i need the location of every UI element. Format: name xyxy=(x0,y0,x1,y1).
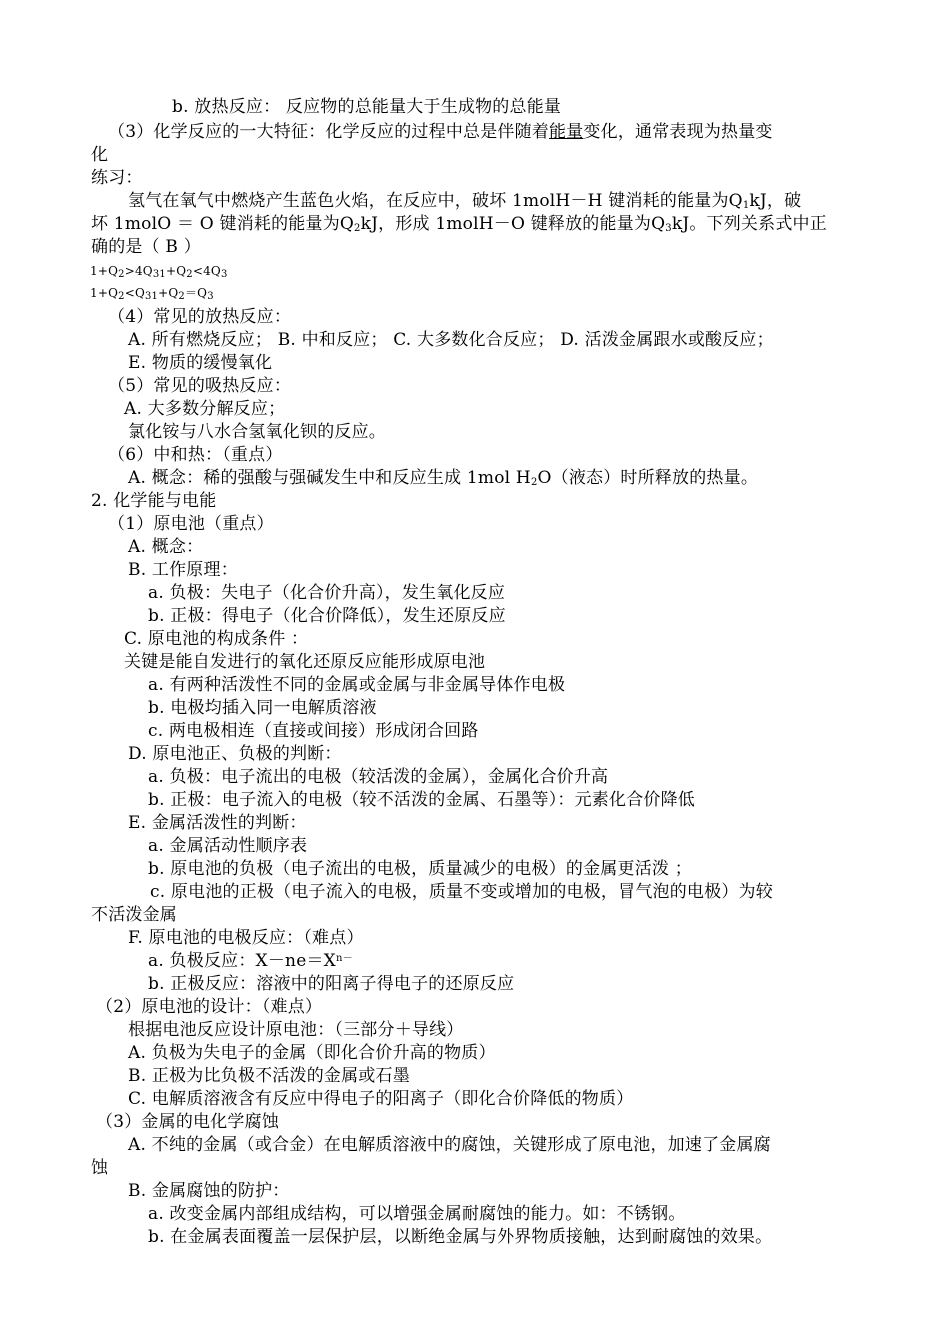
text-line xyxy=(108,121,773,143)
subscript: 2 xyxy=(178,291,185,302)
text-line: 确的是（ B ） xyxy=(91,237,201,257)
text-line: a. 金属活动性顺序表 xyxy=(148,836,308,856)
text-line: A. 概念： xyxy=(128,537,204,557)
text-line: b. 电极均插入同一电解质溶液 xyxy=(148,698,377,718)
text-span: a. 负极反应：X－ne＝X xyxy=(148,951,336,971)
text-line: C. 原电池的构成条件 ： xyxy=(124,629,309,649)
section-heading: （1）原电池（重点） xyxy=(108,514,274,534)
section-heading: 练习： xyxy=(91,168,143,188)
subscript: 2 xyxy=(118,291,125,302)
text-line xyxy=(128,190,801,212)
subscript: 2 xyxy=(186,269,193,280)
text-span: <4Q xyxy=(192,264,221,278)
text-line: c. 两电极相连（直接或间接）形成闭合回路 xyxy=(148,721,479,741)
text-span: 坏 1molO ＝ O 键消耗的能量为 xyxy=(91,214,340,234)
text-span: O（液态）时所释放的热量。 xyxy=(537,468,759,488)
text-span: ＝Q xyxy=(184,286,208,300)
text-span: +Q xyxy=(158,286,179,300)
section-heading: （2）原电池的设计：（难点） xyxy=(96,997,323,1017)
text-span: 变化，通常表现为热量变 xyxy=(583,122,773,142)
text-line: D. 原电池正、负极的判断： xyxy=(128,744,342,764)
text-line: a. 负极：电子流出的电极（较活泼的金属），金属化合价升高 xyxy=(148,767,609,787)
text-line: 不活泼金属 xyxy=(91,905,177,925)
text-line: b. 正极：电子流入的电极（较不活泼的金属、石墨等）：元素化合价降低 xyxy=(148,790,695,810)
text-span: >4Q xyxy=(124,264,153,278)
text-line: a. 改变金属内部组成结构，可以增强金属耐腐蚀的能力。如：不锈钢。 xyxy=(148,1204,686,1224)
text-line: a. 有两种活泼性不同的金属或金属与非金属导体作电极 xyxy=(148,675,566,695)
superscript: n－ xyxy=(335,953,353,964)
text-line: 蚀 xyxy=(91,1158,109,1178)
subscript: 2 xyxy=(354,223,361,234)
answer-option-line xyxy=(90,284,214,302)
text-line: 根据电池反应设计原电池：（三部分＋导线） xyxy=(128,1020,464,1040)
subscript: 2 xyxy=(118,269,125,280)
text-line: B. 金属腐蚀的防护： xyxy=(128,1181,290,1201)
text-span: Q xyxy=(651,214,666,234)
answer-option-line xyxy=(90,262,228,280)
text-line xyxy=(91,213,827,235)
subscript: 3 xyxy=(220,269,228,280)
text-span: +Q xyxy=(165,264,187,278)
subscript: 31 xyxy=(152,269,166,280)
text-span: Q xyxy=(728,191,743,211)
text-line: 关键是能自发进行的氧化还原反应能形成原电池 xyxy=(124,652,486,672)
text-line xyxy=(148,950,353,972)
text-span: kJ，破 xyxy=(749,191,802,211)
text-line: C. 电解质溶液含有反应中得电子的阳离子（即化合价降低的物质） xyxy=(128,1089,634,1109)
text-line: E. 金属活泼性的判断： xyxy=(128,813,307,833)
subscript: 31 xyxy=(145,291,159,302)
text-span: kJ。下列关系式中正 xyxy=(671,214,827,234)
subscript: 1 xyxy=(742,200,750,211)
text-line: F. 原电池的电极反应：（难点） xyxy=(128,928,364,948)
text-line: c. 原电池的正极（电子流入的电极，质量不变或增加的电极，冒气泡的电极）为较 xyxy=(150,882,773,902)
section-heading: （4）常见的放热反应： xyxy=(108,307,292,327)
text-span: 1+Q xyxy=(90,264,119,278)
text-span: （3）化学反应的一大特征：化学反应的过程中总是伴随着 xyxy=(108,122,550,142)
text-line: 氯化铵与八水合氢氧化钡的反应。 xyxy=(128,422,386,442)
text-line: E. 物质的缓慢氧化 xyxy=(128,353,273,373)
text-span: 氢气在氧气中燃烧产生蓝色火焰，在反应中，破坏 1molH－H 键消耗的能量为 xyxy=(128,191,729,211)
text-span: 1+Q xyxy=(90,286,119,300)
subscript: 3 xyxy=(207,291,214,302)
text-line: A. 负极为失电子的金属（即化合价升高的物质） xyxy=(128,1043,496,1063)
text-span: Q xyxy=(339,214,355,234)
text-line: b. 正极反应：溶液中的阳离子得电子的还原反应 xyxy=(148,974,515,994)
text-line: A. 不纯的金属（或合金）在电解质溶液中的腐蚀，关键形成了原电池，加速了金属腐 xyxy=(128,1135,771,1155)
text-line: 化 xyxy=(91,145,109,165)
text-span: <Q xyxy=(124,286,145,300)
text-line: a. 负极：失电子（化合价升高），发生氧化反应 xyxy=(148,583,506,603)
section-heading: （3）金属的电化学腐蚀 xyxy=(96,1112,280,1132)
text-line: b. 在金属表面覆盖一层保护层，以断绝金属与外界物质接触，达到耐腐蚀的效果。 xyxy=(148,1227,773,1247)
subscript: 3 xyxy=(665,223,672,234)
section-heading: 2. 化学能与电能 xyxy=(91,491,217,511)
text-line xyxy=(128,467,758,489)
text-line: b. 原电池的负极（电子流出的电极，质量减少的电极）的金属更活泼 ； xyxy=(148,859,692,879)
text-line: b. 正极：得电子（化合价降低），发生还原反应 xyxy=(148,606,506,626)
section-heading: （5）常见的吸热反应： xyxy=(108,376,292,396)
text-line: B. 正极为比负极不活泼的金属或石墨 xyxy=(128,1066,410,1086)
text-line: A. 大多数分解反应； xyxy=(124,399,286,419)
text-span: A. 概念：稀的强酸与强碱发生中和反应生成 1mol H xyxy=(128,468,531,488)
text-line: B. 工作原理： xyxy=(128,560,238,580)
text-line: b. 放热反应： 反应物的总能量大于生成物的总能量 xyxy=(172,97,562,117)
section-heading: （6）中和热：（重点） xyxy=(108,445,283,465)
subscript: 2 xyxy=(530,477,538,488)
text-line: A. 所有燃烧反应； B. 中和反应； C. 大多数化合反应； D. 活泼金属跟水或酸反应； xyxy=(128,330,774,350)
underlined-term: 能量 xyxy=(549,122,584,142)
text-span: kJ，形成 1molH－O 键释放的能量为 xyxy=(360,214,652,234)
